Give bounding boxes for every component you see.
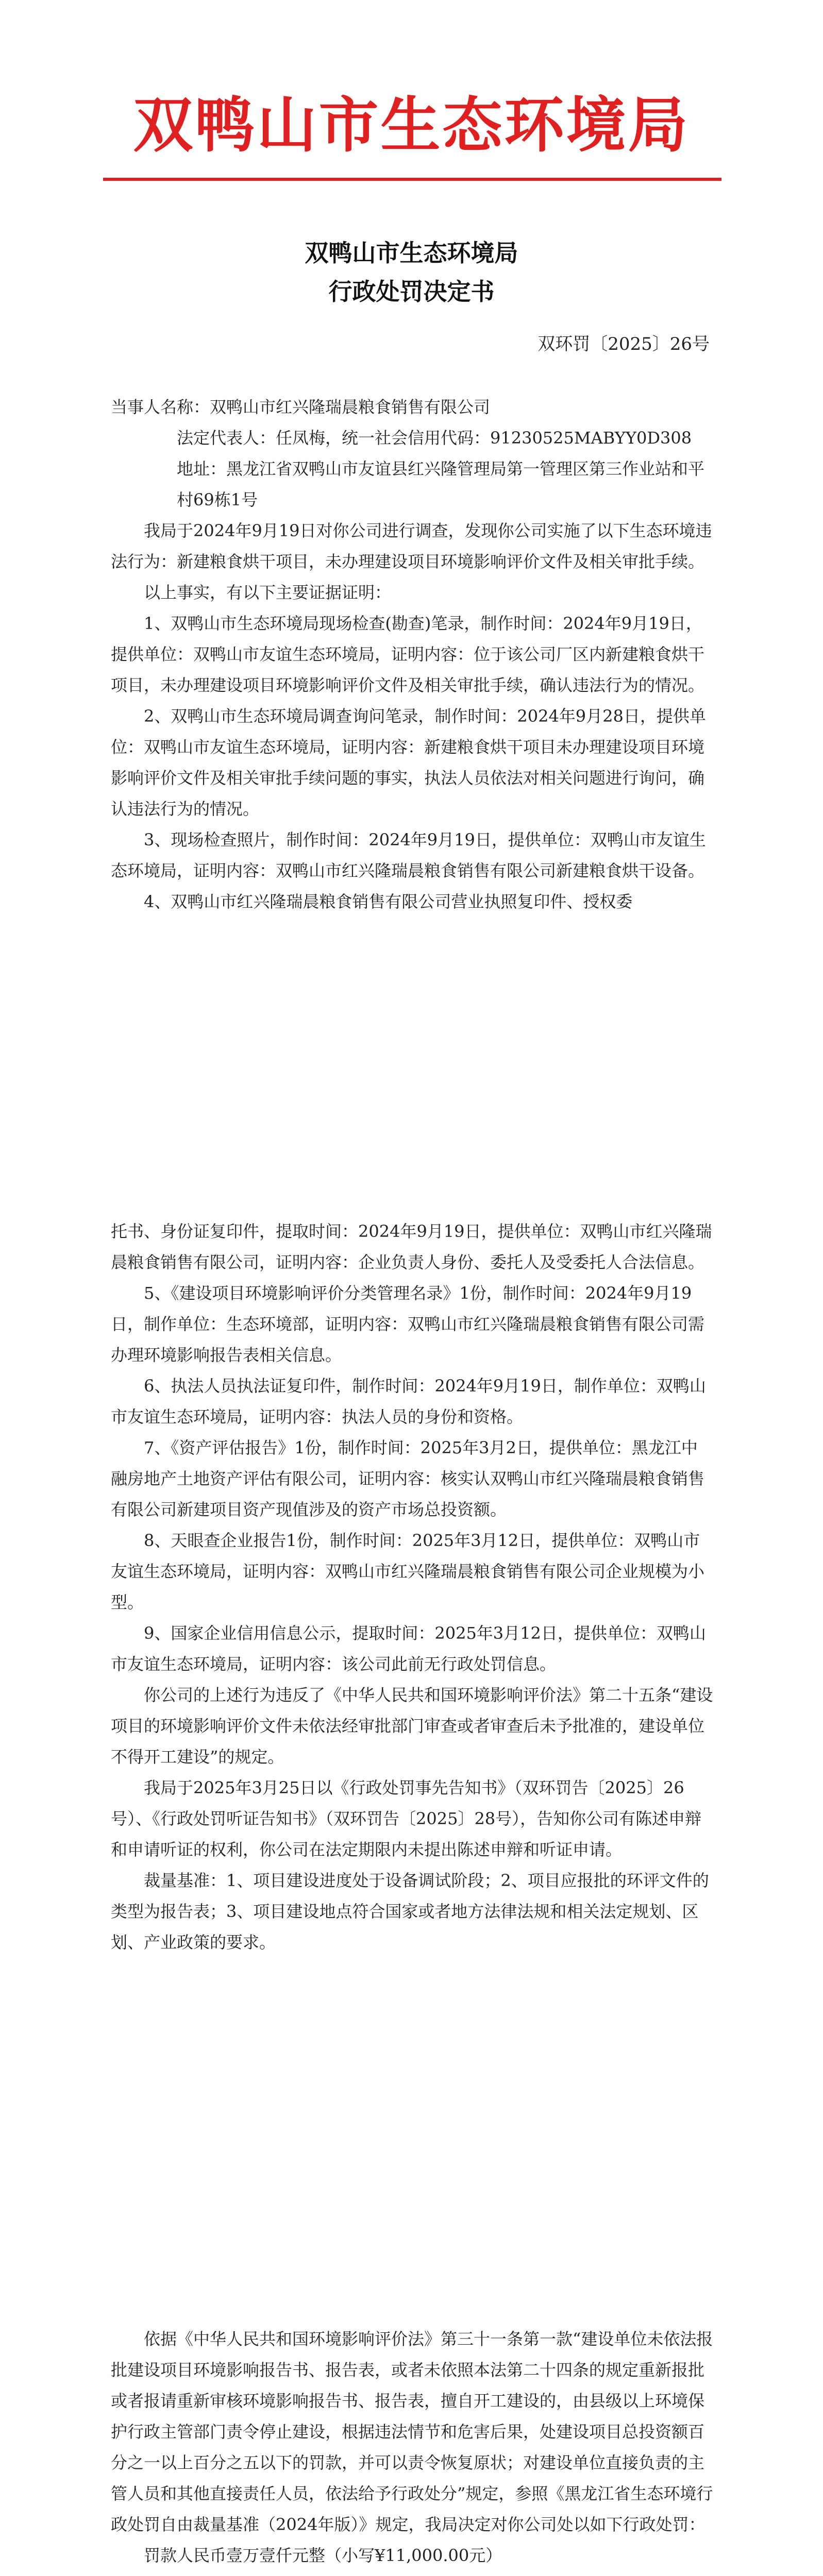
paragraph: 依据《中华人民共和国环境影响评价法》第三十一条第一款“建设单位未依法报批建设项目环境影响报告书、报告表，或者未依照本法第二十四条的规定重新报批或者报请重新审核环境影响报告书、报告表，擅自开工建设的，由县级以上环境保护行政主管部门责令停止建设，根据违法情节和危害后果，处建设项目总投资额百分之一以上百分之五以下的罚款，并可以责令恢复原状；对建设单位直接负责的主管人员和其他直接责任人员，依法给予行政处分”规定，参照《黑龙江省生态环境行政处罚自由裁量基准（2024年版）》规定，我局决定对你公司处以如下行政处罚： [111,2329,713,2534]
letterhead-divider [103,178,721,181]
legal-representative: 法定代表人：任凤梅，统一社会信用代码：91230525MABYY0D308 [177,428,692,448]
paragraph: 托书、身份证复印件，提取时间：2024年9月19日，提供单位：双鸭山市红兴隆瑞晨粮食销售有限公司，证明内容：企业负责人身份、委托人及受委托人合法信息。 [111,1222,712,1272]
document-number: 双环罚〔2025〕26号 [538,334,710,354]
penalty-amount: 罚款人民币壹万壹仟元整（小写¥11,000.00元） [144,2546,502,2565]
evidence-item: 8、天眼查企业报告1份，制作时间：2025年3月12日，提供单位：双鸭山市友谊生态环境局，证明内容：双鸭山市红兴隆瑞晨粮食销售有限公司企业规模为小型。 [111,1531,705,1612]
paragraph: 你公司的上述行为违反了《中华人民共和国环境影响评价法》第二十五条“建设项目的环境影响评价文件未依法经审批部门审查或者审查后未予批准的，建设单位不得开工建设”的规定。 [111,1685,713,1767]
document-title-line1: 双鸭山市生态环境局 [305,239,518,267]
page3-body [111,2324,714,2576]
evidence-item: 9、国家企业信用信息公示，提取时间：2025年3月12日，提供单位：双鸭山市友谊生态环境局，证明内容：该公司此前无行政处罚信息。 [111,1623,706,1674]
page-2 [0,1154,823,2308]
evidence-item: 1、双鸭山市生态环境局现场检查(勘查)笔录，制作时间：2024年9月19日，提供单位：双鸭山市友谊生态环境局，证明内容：位于该公司厂区内新建粮食烘干项目，未办理建设项目环境影响评价文件及相关审批手续，确认违法行为的情况。 [111,614,705,695]
evidence-item: 5、《建设项目环境影响评价分类管理名录》1份，制作时间：2024年9月19日，制作单位：生态环境部，证明内容：双鸭山市红兴隆瑞晨粮食销售有限公司需办理环境影响报告表相关信息。 [111,1283,705,1365]
evidence-item: 2、双鸭山市生态环境局调查询问笔录，制作时间：2024年9月28日，提供单位：双鸭山市友谊生态环境局，证明内容：新建粮食烘干项目未办理建设项目环境影响评价文件及相关审批手续问题的事实，执法人员依法对相关问题进行询问，确认违法行为的情况。 [111,706,706,819]
evidence-item: 4、双鸭山市红兴隆瑞晨粮食销售有限公司营业执照复印件、授权委 [144,892,633,911]
paragraph: 我局于2024年9月19日对你公司进行调查，发现你公司实施了以下生态环境违法行为：新建粮食烘干项目，未办理建设项目环境影响评价文件及相关审批手续。 [111,521,712,571]
paragraph: 裁量基准：1、项目建设进度处于设备调试阶段；2、项目应报批的环评文件的类型为报告表；3、项目建设地点符合国家或者地方法律法规和相关法定规划、区划、产业政策的要求。 [111,1871,709,1952]
document-title-line2: 行政处罚决定书 [328,278,495,306]
paragraph: 我局于2025年3月25日以《行政处罚事先告知书》（双环罚告〔2025〕26号）、《行政处罚听证告知书》（双环罚告〔2025〕28号），告知你公司有陈述申辩和申请听证的权利，你公司在法定期限内未提出陈述申辩和听证申请。 [111,1778,702,1859]
party-address: 地址：黑龙江省双鸭山市友谊县红兴隆管理局第一管理区第三作业站和平村69栋1号 [177,459,705,510]
evidence-item: 7、《资产评估报告》1份，制作时间：2025年3月2日，提供单位：黑龙江中融房地产土地资产评估有限公司，证明内容：核实认双鸭山市红兴隆瑞晨粮食销售有限公司新建项目资产现值涉及的资产市场总投资额。 [111,1438,705,1519]
page-1 [0,0,823,1154]
letterhead-title: 双鸭山市生态环境局 [133,91,690,160]
party-name: 当事人名称：双鸭山市红兴隆瑞晨粮食销售有限公司 [111,397,491,417]
evidence-item: 6、执法人员执法证复印件，制作时间：2024年9月19日，制作单位：双鸭山市友谊生态环境局，证明内容：执法人员的身份和资格。 [111,1376,706,1427]
paragraph: 以上事实，有以下主要证据证明： [144,583,392,602]
page-3 [0,2308,823,2576]
evidence-item: 3、现场检查照片，制作时间：2024年9月19日，提供单位：双鸭山市友谊生态环境局，证明内容：双鸭山市红兴隆瑞晨粮食销售有限公司新建粮食烘干设备。 [111,830,706,880]
page2-body [111,1216,714,1958]
paragraph [111,2571,714,2576]
page1-body [111,392,714,917]
